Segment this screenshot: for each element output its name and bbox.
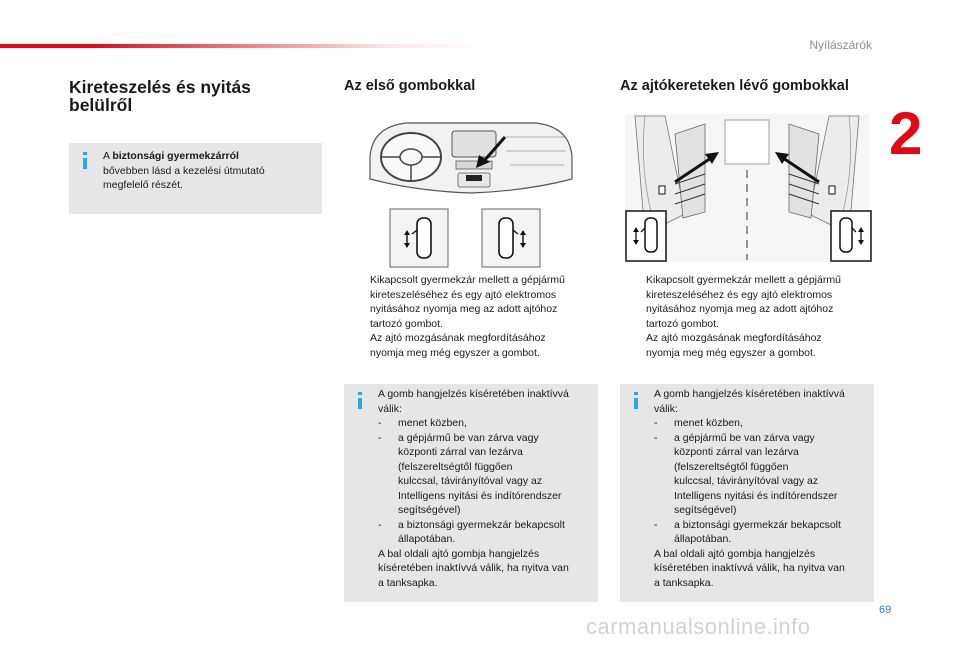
front-buttons-title: Az első gombokkal <box>344 78 476 94</box>
bullet-item: Kikapcsolt gyermekzár mellett a gépjármű kireteszeléséhez és egy ajtó elektromos nyitásához nyomja meg az adott ajtóhoz tartozó gombot. <box>646 274 841 330</box>
front-buttons-note-text: A gomb hangjelzés kíséretében inaktívvá válik: - menet közben, - a gépjármű be van zárva vagy központi zárral van lezárva (felszereltségtől függően kulccsal, távirányítóval vagy az Intelligens nyitási és indítórendszer segítségével) - a biztonsági gyermekzár bekapcsolt állapotában. A bal oldali ajtó gombja hangjelzés kíséretében inaktívvá válik, ha nyitva van a tanksapka. <box>378 388 569 589</box>
page-title: Kireteszelés és nyitás belülről <box>69 77 251 115</box>
left-door-frame-button-icon <box>625 210 667 262</box>
front-buttons-note-box <box>344 384 598 602</box>
header-accent-bar <box>0 44 480 48</box>
door-frame-buttons-instructions <box>620 273 876 360</box>
section-name: Nyílászárók <box>809 38 872 52</box>
left-front-door-button-icon <box>389 208 449 268</box>
chapter-number: 2 <box>889 100 923 167</box>
dashboard-illustration <box>366 117 576 202</box>
bullet-item: Az ajtó mozgásának megfordításához nyomja meg még egyszer a gombot. <box>370 332 546 359</box>
child-lock-info-box <box>69 143 322 214</box>
child-lock-info-text: A biztonsági gyermekzárról bővebben lásd a kezelési útmutató megfelelő részét. <box>103 150 265 191</box>
page-number: 69 <box>879 604 892 616</box>
door-frame-buttons-note-text: A gomb hangjelzés kíséretében inaktívvá válik: - menet közben, - a gépjármű be van zárva vagy központi zárral van lezárva (felszereltségtől függően kulccsal, távirányítóval vagy az Intelligens nyitási és indítórendszer segítségével) - a biztonsági gyermekzár bekapcsolt állapotában. A bal oldali ajtó gombja hangjelzés kíséretében inaktívvá válik, ha nyitva van a tanksapka. <box>654 388 845 589</box>
right-front-door-button-icon <box>481 208 541 268</box>
watermark: carmanualsonline.info <box>586 614 811 639</box>
front-buttons-instructions <box>344 273 600 360</box>
bullet-item: Az ajtó mozgásának megfordításához nyomja meg még egyszer a gombot. <box>646 332 822 359</box>
right-door-frame-button-icon <box>830 210 872 262</box>
door-frame-buttons-title: Az ajtókereteken lévő gombokkal <box>620 78 849 94</box>
door-frame-buttons-note-box <box>620 384 874 602</box>
bullet-item: Kikapcsolt gyermekzár mellett a gépjármű kireteszeléséhez és egy ajtó elektromos nyitásához nyomja meg az adott ajtóhoz tartozó gombot. <box>370 274 565 330</box>
